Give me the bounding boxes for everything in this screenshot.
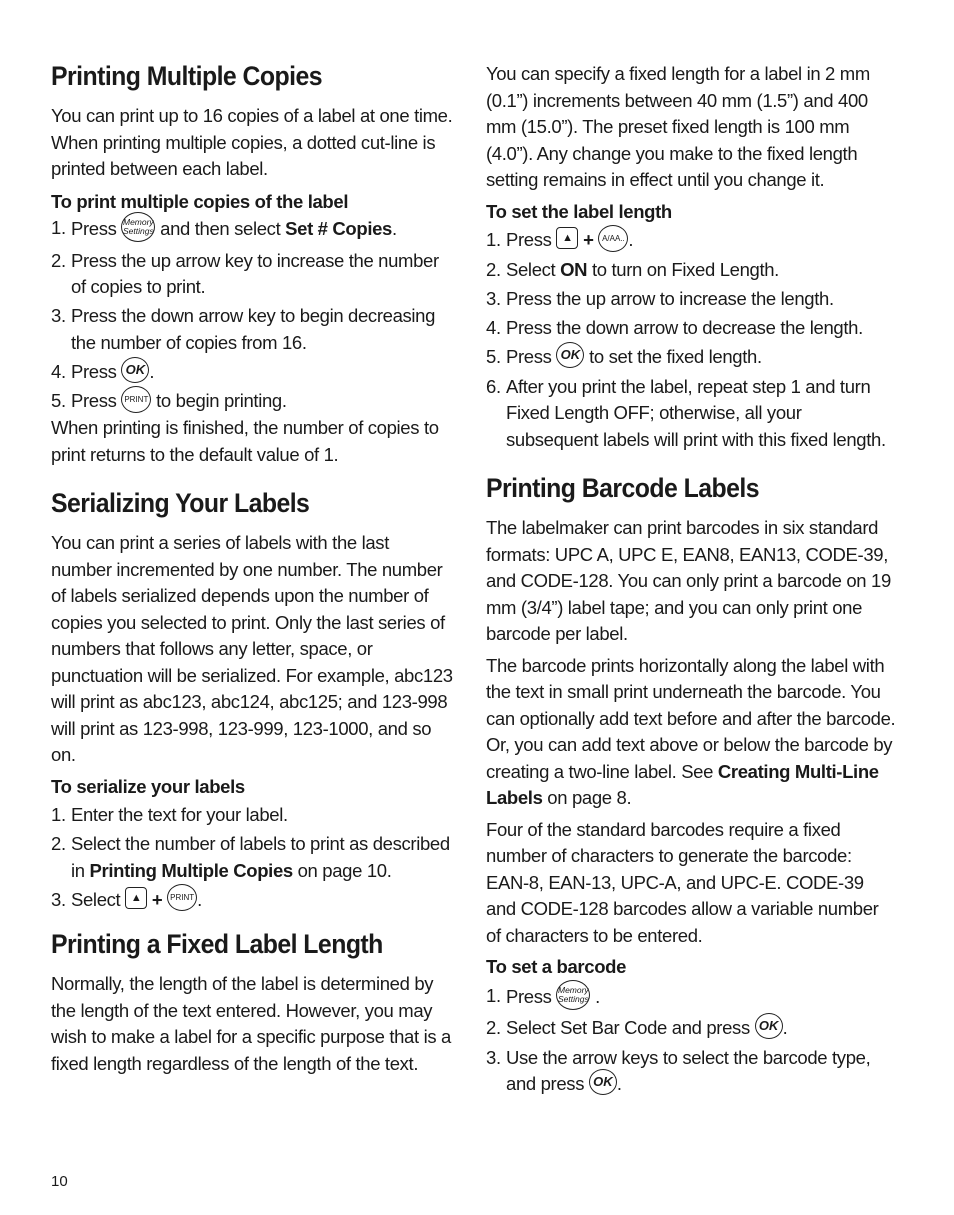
fixed-length-details: You can specify a fixed length for a label in 2 mm (0.1”) increments between 40 mm (1.5”) and 400 mm (15.0”). The preset fixed length is 100 mm (4.0”). Any change you make to the fixed length setting remains in effect until you change it. bbox=[486, 63, 870, 190]
ok-key-icon: OK bbox=[755, 1013, 783, 1039]
list-item: 2. Select Set Bar Code and press OK . bbox=[486, 1015, 896, 1042]
section-fixed-length bbox=[51, 926, 453, 1077]
section-barcode bbox=[486, 470, 896, 1098]
plus-sign: + bbox=[151, 888, 163, 910]
heading-serializing: Serializing Your Labels bbox=[51, 488, 310, 519]
list-item: 2. Select ON to turn on Fixed Length. bbox=[486, 259, 779, 281]
fixed-length-intro: Normally, the length of the label is determined by the length of the text entered. However, you may wish to make a label for a specific purpose that is a fixed length regardless of the length of the text. bbox=[51, 973, 451, 1074]
list-item: 3. Press the up arrow to increase the length. bbox=[486, 288, 834, 310]
barcode-para-2: The barcode prints horizontally along the label with the text in small print underneath the barcode. You can optionally add text before and after the barcode. Or, you can add text above or below the barcode by creating a two-line label. See Creating Multi-Line Labels on page 8. bbox=[486, 654, 896, 809]
list-item: 5. Press OK to set the fixed length. bbox=[486, 344, 896, 371]
subheading-set-label-length: To set the label length bbox=[486, 200, 672, 222]
list-item: 4. Press OK . bbox=[51, 359, 453, 386]
barcode-para-3: Four of the standard barcodes require a fixed number of characters to generate the barcode: EAN-8, EAN-13, UPC-A, and UPC-E. CODE-39 and CODE-128 barcodes allow a variable number of characters to be entered. bbox=[486, 818, 879, 946]
list-item: 5. Press PRINT to begin printing. bbox=[51, 388, 453, 416]
serializing-steps bbox=[51, 802, 453, 914]
list-item: 2. Press the up arrow key to increase the number of copies to print. bbox=[51, 249, 439, 297]
list-item: 3. Press the down arrow key to begin decreasing the number of copies from 16. bbox=[51, 305, 436, 353]
list-item: 3. Use the arrow keys to select the barcode type, and press OK . bbox=[486, 1046, 871, 1095]
text-size-key-icon: A/AA.. bbox=[598, 225, 628, 252]
multiple-copies-steps bbox=[51, 215, 453, 416]
ok-key-icon: OK bbox=[121, 357, 149, 383]
section-serializing bbox=[51, 485, 453, 914]
heading-multiple-copies: Printing Multiple Copies bbox=[51, 61, 323, 91]
print-key-icon: PRINT bbox=[167, 884, 197, 911]
memory-settings-key-icon: Memory Settings bbox=[556, 980, 590, 1010]
subheading-serialize: To serialize your labels bbox=[51, 775, 245, 797]
barcode-para-1: The labelmaker can print barcodes in six standard formats: UPC A, UPC E, EAN8, EAN13, CODE-39, and CODE-128. You can only print a barcode on 19 mm (3/4”) label tape; and you can only print one barcode per label. bbox=[486, 517, 891, 645]
multiple-copies-outro: When printing is finished, the number of copies to print returns to the default value of 1. bbox=[51, 417, 439, 465]
right-column bbox=[486, 58, 896, 1101]
serializing-intro: You can print a series of labels with the last number incremented by one number. The number of labels serialized depends upon the number of copies you selected to print. Only the last series of numbers that follows any letter, space, or punctuation will be serialized. For example, abc123 will print as abc123, abc124, abc125; and 123-998 will print as 123-998, 123-999, 123-1000, and so on. bbox=[51, 532, 453, 766]
heading-barcode: Printing Barcode Labels bbox=[486, 473, 760, 504]
list-item: 1. Press Memory Settings . bbox=[486, 983, 896, 1013]
list-item: 1. Enter the text for your label. bbox=[51, 804, 288, 826]
plus-sign: + bbox=[583, 229, 594, 250]
subheading-print-multiple: To print multiple copies of the label bbox=[51, 190, 349, 212]
section-fixed-length-continued bbox=[486, 61, 896, 453]
list-item: 3. Select ▲ + PRINT . bbox=[51, 887, 453, 915]
left-column bbox=[51, 58, 453, 1077]
memory-settings-key-icon: Memory Settings bbox=[121, 212, 155, 242]
list-item: 1. Press ▲ + A/AA.. . bbox=[486, 227, 896, 255]
subheading-set-barcode: To set a barcode bbox=[486, 956, 627, 978]
ok-key-icon: OK bbox=[556, 342, 584, 368]
list-item: 4. Press the down arrow to decrease the length. bbox=[486, 317, 863, 339]
list-item: 2. Select the number of labels to print as described in Printing Multiple Copies on page 10. bbox=[51, 833, 450, 881]
up-arrow-key-icon: ▲ bbox=[125, 887, 147, 909]
list-item: 1. Press Memory Settings and then select Set # Copies. bbox=[51, 215, 453, 245]
page-number: 10 bbox=[51, 1173, 68, 1190]
print-key-icon: PRINT bbox=[121, 386, 151, 413]
list-item: 6. After you print the label, repeat step 1 and turn Fixed Length OFF; otherwise, all your subsequent labels will print with this fixed length. bbox=[486, 375, 886, 450]
label-length-steps bbox=[486, 227, 896, 453]
ok-key-icon: OK bbox=[589, 1069, 617, 1095]
up-arrow-key-icon: ▲ bbox=[556, 227, 578, 249]
multiple-copies-intro: You can print up to 16 copies of a label at one time. When printing multiple copies, a dotted cut-line is printed between each label. bbox=[51, 105, 453, 179]
heading-fixed-length: Printing a Fixed Label Length bbox=[51, 929, 383, 960]
section-multiple-copies bbox=[51, 58, 453, 468]
barcode-steps bbox=[486, 983, 896, 1099]
